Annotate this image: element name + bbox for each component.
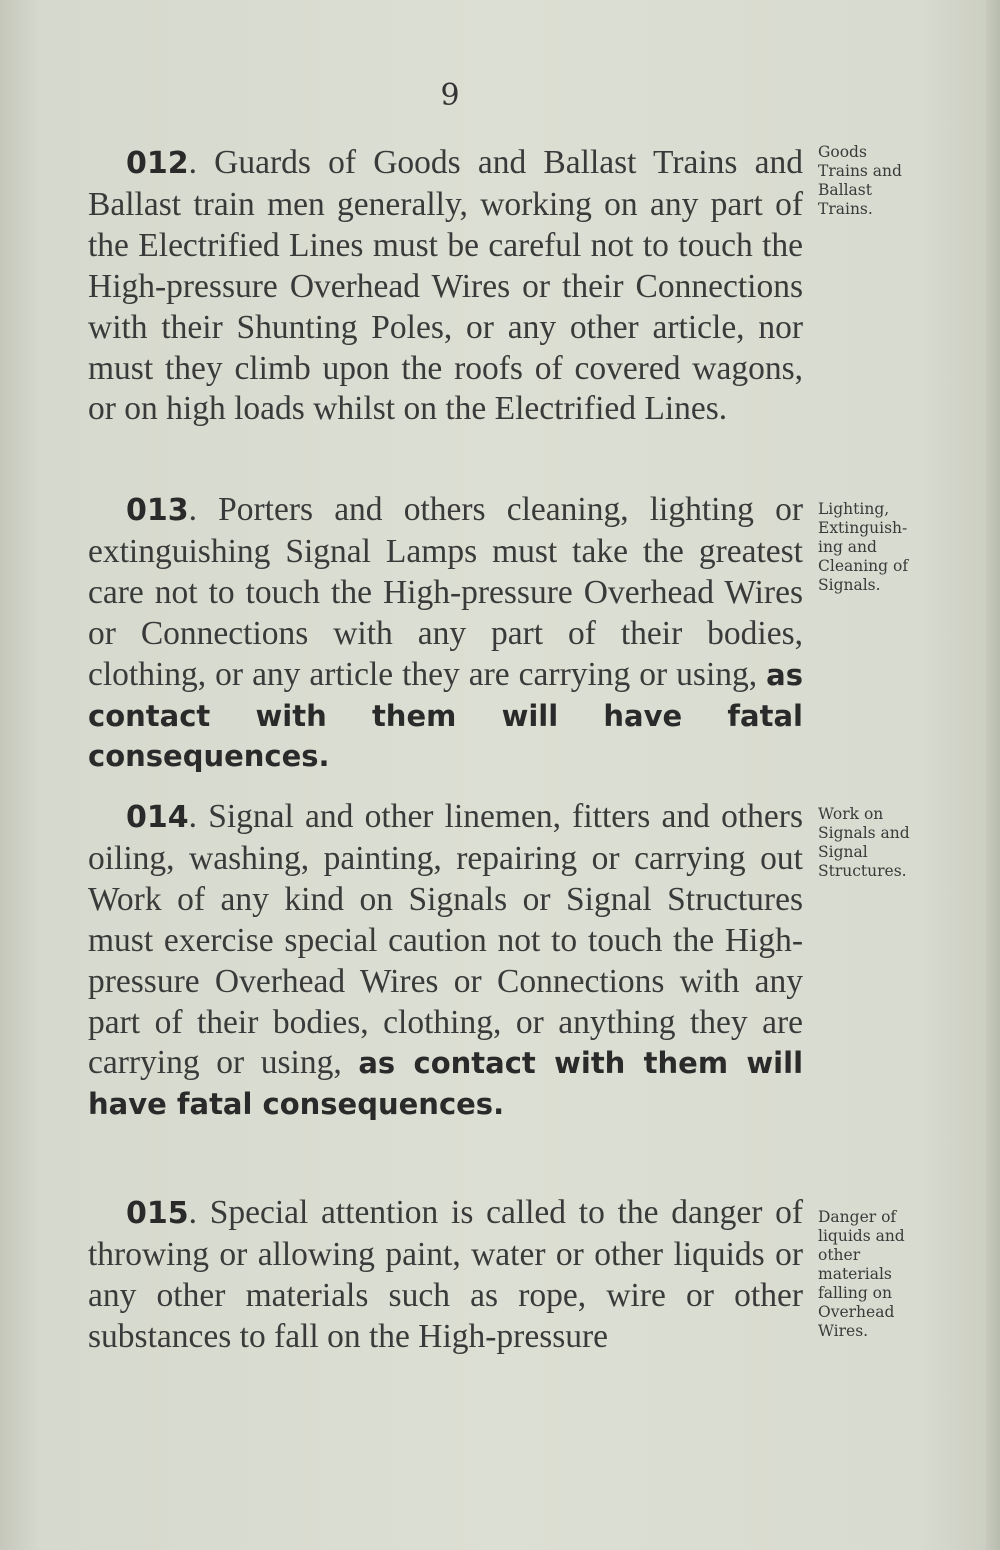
rule-number: 014 bbox=[126, 800, 189, 835]
rule-number: 015 bbox=[126, 1196, 189, 1231]
rule-text: . Signal and other linemen, fitters and others oiling, washing, painting, repairing or carrying out Work of any kind on Signals or Signal Structures must exercise special caution not to touch the High-pressure Overhead Wires or Connections with any part of their bodies, clothing, or anything they are carrying or using, bbox=[88, 798, 803, 1082]
rule-paragraph bbox=[88, 143, 803, 430]
page-number: 9 bbox=[440, 78, 460, 113]
sidenote-015: Danger of liquids and other materials falling on Overhead Wires. bbox=[818, 1208, 905, 1340]
rule-paragraph bbox=[88, 1193, 803, 1358]
rule-text: . Special attention is called to the danger of throwing or allowing paint, water or other liquids or any other materials such as rope, wire or other substances to fall on the High-pressure bbox=[88, 1194, 803, 1355]
rule-paragraph bbox=[88, 797, 803, 1125]
rule-013 bbox=[88, 490, 803, 777]
page-edge bbox=[986, 0, 1000, 1550]
rule-number: 013 bbox=[126, 493, 189, 528]
rule-text: . Porters and others cleaning, lighting or extinguishing Signal Lamps must take the greatest care not to touch the High-pressure Overhead Wires or Connections with any part of their bodies, clothing, or any article they are carrying or using, bbox=[88, 491, 803, 693]
rule-text: . Guards of Goods and Ballast Trains and Ballast train men generally, working on any part of the Electrified Lines must be careful not to touch the High-pressure Overhead Wires or their Connections with their Shunting Poles, or any other article, nor must they climb upon the roofs of covered wagons, or on high loads whilst on the Electrified Lines. bbox=[88, 144, 803, 428]
warning-emphasis: as contact with them will have fatal consequences. bbox=[88, 657, 803, 774]
sidenote-012: Goods Trains and Ballast Trains. bbox=[818, 143, 902, 218]
warning-emphasis: as contact with them will have fatal consequences. bbox=[88, 1046, 804, 1122]
sidenote-014: Work on Signals and Signal Structures. bbox=[818, 805, 910, 880]
sidenote-013: Lighting, Extinguish- ing and Cleaning of Signals. bbox=[818, 500, 909, 594]
rule-012 bbox=[88, 143, 803, 430]
rule-paragraph bbox=[88, 490, 803, 777]
rule-014 bbox=[88, 797, 803, 1125]
rule-015 bbox=[88, 1193, 803, 1358]
rule-number: 012 bbox=[126, 146, 189, 181]
